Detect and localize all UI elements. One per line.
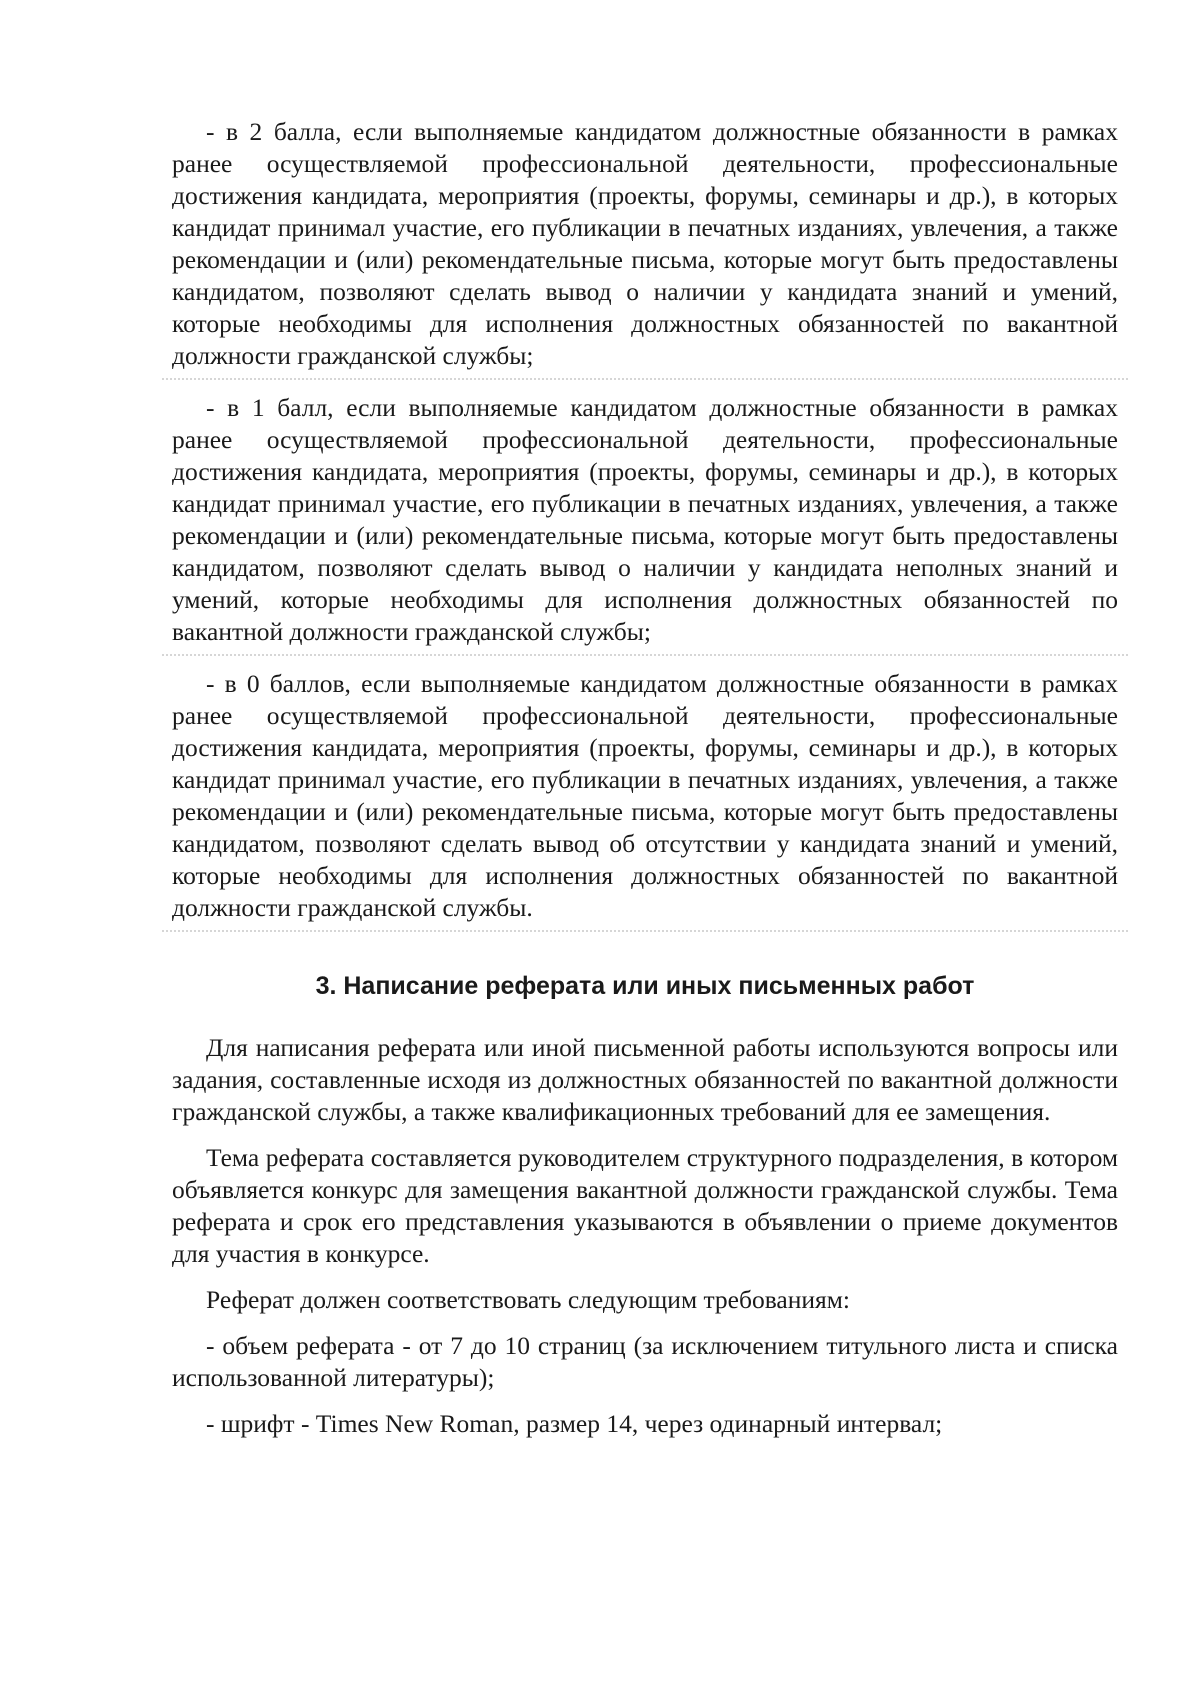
separator [162, 654, 1128, 656]
separator [162, 378, 1128, 380]
separator [162, 930, 1128, 932]
section-heading: 3. Написание реферата или иных письменных работ [315, 972, 975, 1000]
section-paragraph: Реферат должен соответствовать следующим требованиям: [206, 1285, 850, 1314]
criterion-0-points: - в 0 баллов, если выполняемые кандидатом должностные обязанности в рамках ранее осуществляемой профессиональной деятельности, профессиональные достижения кандидата, мероприятия (проекты, форумы, семинары и др.), в которых кандидат принимал участие, его публикации в печатных изданиях, увлечения, а также рекомендации и (или) рекомендательные письма, которые могут быть предоставлены кандидатом, позволяют сделать вывод об отсутствии у кандидата знаний и умений, которые необходимы для исполнения должностных обязанностей по вакантной должности гражданской службы. [172, 669, 1118, 922]
criterion-2-points: - в 2 балла, если выполняемые кандидатом должностные обязанности в рамках ранее осуществляемой профессиональной деятельности, профессиональные достижения кандидата, мероприятия (проекты, форумы, семинары и др.), в которых кандидат принимал участие, его публикации в печатных изданиях, увлечения, а также рекомендации и (или) рекомендательные письма, которые могут быть предоставлены кандидатом, позволяют сделать вывод о наличии у кандидата знаний и умений, которые необходимы для исполнения должностных обязанностей по вакантной должности гражданской службы; [172, 117, 1118, 370]
section-paragraph: Для написания реферата или иной письменной работы используются вопросы или задания, составленные исходя из должностных обязанностей по вакантной должности гражданской службы, а также квалификационных требований для ее замещения. [172, 1033, 1118, 1126]
requirement-item: - объем реферата - от 7 до 10 страниц (за исключением титульного листа и списка использованной литературы); [172, 1331, 1118, 1392]
criterion-1-point: - в 1 балл, если выполняемые кандидатом должностные обязанности в рамках ранее осуществляемой профессиональной деятельности, профессиональные достижения кандидата, мероприятия (проекты, форумы, семинары и др.), в которых кандидат принимал участие, его публикации в печатных изданиях, увлечения, а также рекомендации и (или) рекомендательные письма, которые могут быть предоставлены кандидатом, позволяют сделать вывод о наличии у кандидата неполных знаний и умений, которые необходимы для исполнения должностных обязанностей по вакантной должности гражданской службы; [172, 393, 1118, 646]
section-paragraph: Тема реферата составляется руководителем структурного подразделения, в котором объявляется конкурс для замещения вакантной должности гражданской службы. Тема реферата и срок его представления указываются в объявлении о приеме документов для участия в конкурсе. [172, 1143, 1118, 1268]
document-page [172, 116, 1118, 1454]
requirement-item: - шрифт - Times New Roman, размер 14, через одинарный интервал; [206, 1409, 943, 1438]
